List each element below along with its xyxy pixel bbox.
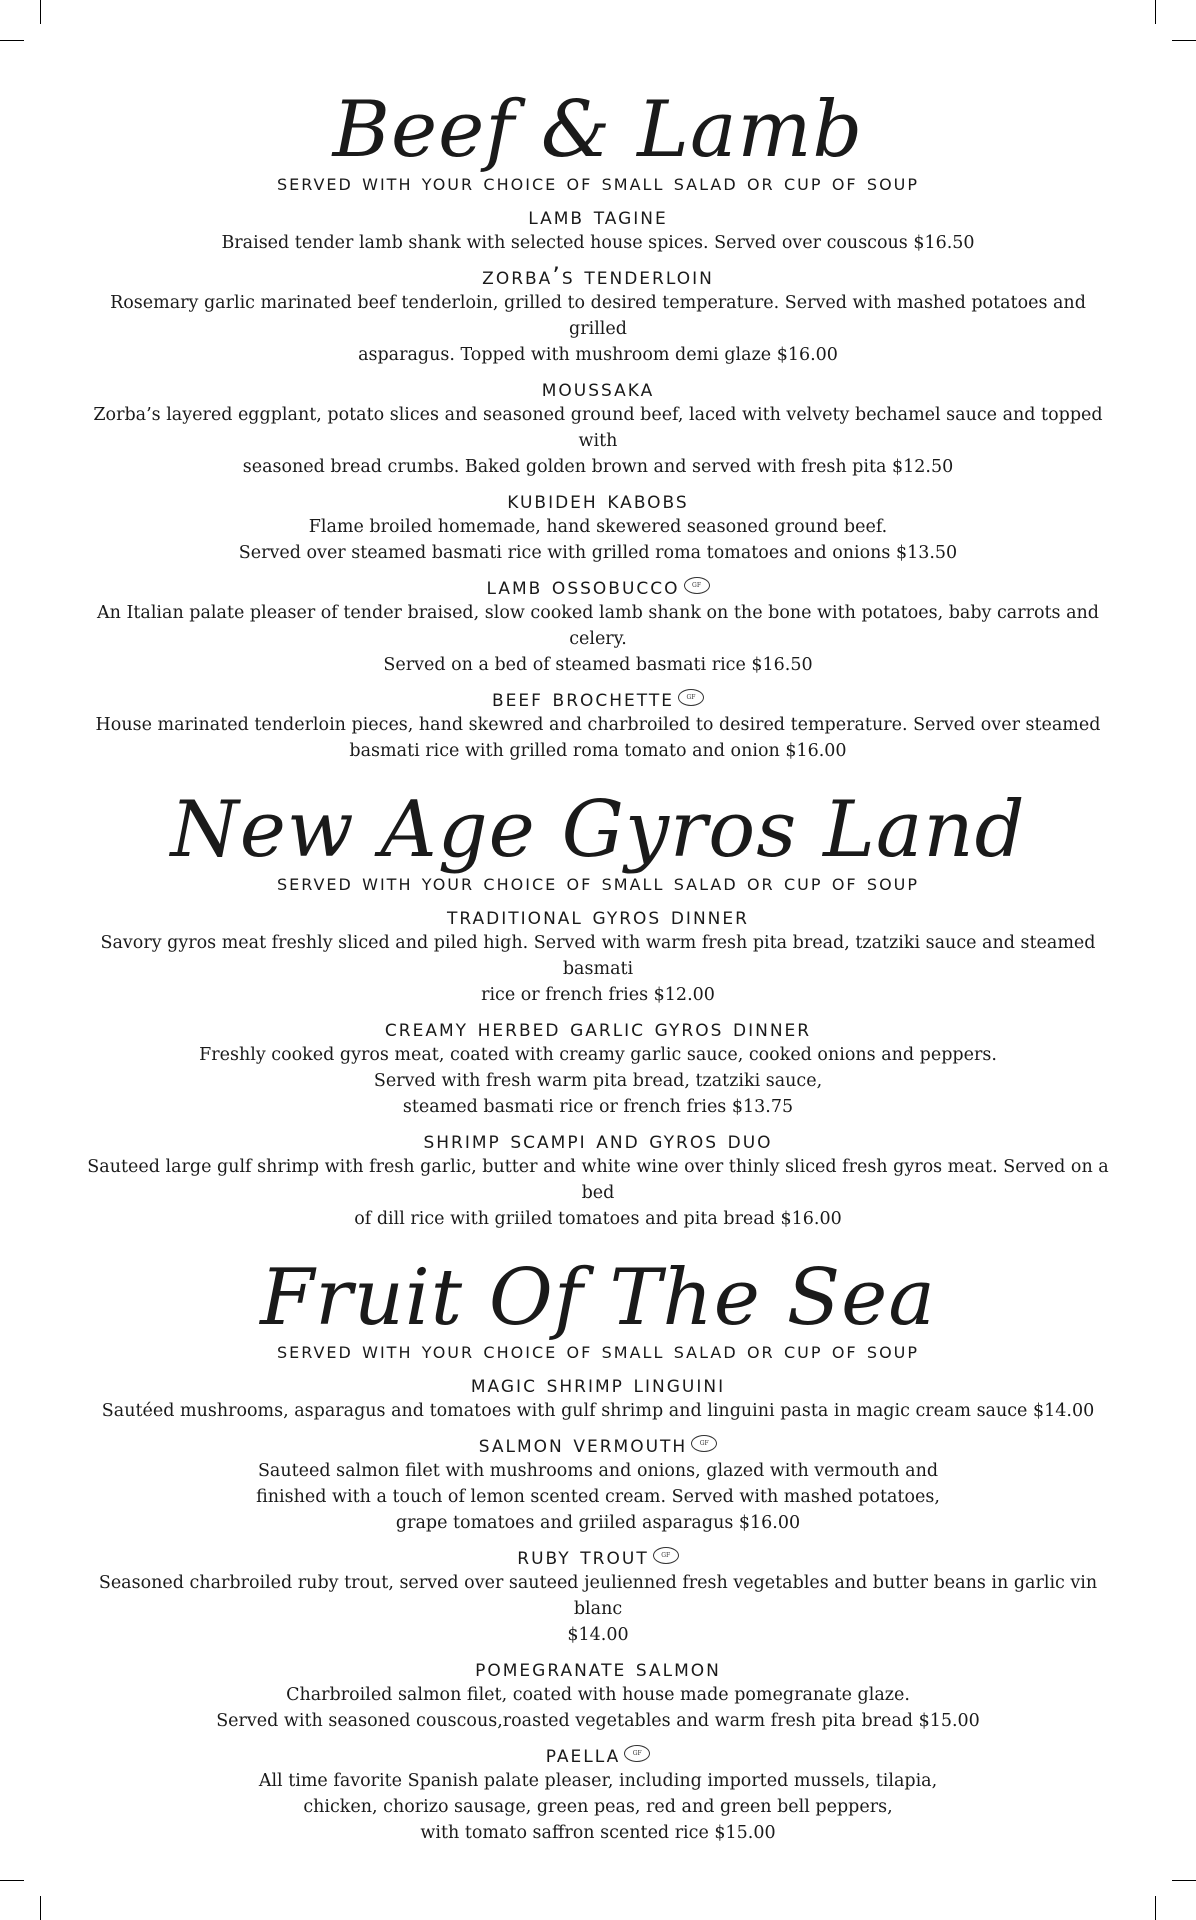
menu-item-description: Braised tender lamb shank with selected house spices. Served over couscous $16.50 [221,233,975,253]
menu-section [80,85,1116,764]
menu-item-description: steamed basmati rice or french fries $13.75 [402,1097,794,1117]
menu-item-description: Rosemary garlic marinated beef tenderloin, grilled to desired temperature. Served with mashed potatoes and grilled [110,293,1086,339]
section-subtitle: served with your choice of small salad or cup of soup [276,870,920,896]
menu-item-description: All time favorite Spanish palate pleaser, including imported mussels, tilapia, [258,1771,938,1791]
menu-item-description: Zorba’s layered eggplant, potato slices and seasoned ground beef, laced with velvety bechamel sauce and topped with [93,405,1103,451]
menu-item-description: Served with seasoned couscous,roasted vegetables and warm fresh pita bread $15.00 [216,1711,980,1731]
menu-item-description: Savory gyros meat freshly sliced and piled high. Served with warm fresh pita bread, tzatziki sauce and steamed basmati [100,933,1096,979]
menu-item-description: Sautéed mushrooms, asparagus and tomatoes with gulf shrimp and linguini pasta in magic cream sauce $14.00 [101,1401,1095,1421]
menu-item-description: asparagus. Topped with mushroom demi glaze $16.00 [358,345,838,365]
menu-item [80,374,1116,480]
menu-item-description: Served over steamed basmati rice with grilled roma tomatoes and onions $13.50 [238,543,958,563]
menu-item-header [80,1740,1116,1768]
section-subtitle: served with your choice of small salad or cup of soup [276,1338,920,1364]
menu-item-header [80,1370,1116,1398]
menu-item-header [80,902,1116,930]
menu-item-description: Freshly cooked gyros meat, coated with creamy garlic sauce, cooked onions and peppers. [199,1045,997,1065]
menu-item-name: paella [545,1740,621,1768]
menu-item [80,1370,1116,1424]
crop-mark [1155,1896,1156,1920]
menu-item-description: basmati rice with grilled roma tomato and onion $16.00 [349,741,847,761]
menu-item-description: of dill rice with griiled tomatoes and pita bread $16.00 [354,1209,842,1229]
menu-item-header [80,572,1116,600]
crop-mark [1172,40,1196,41]
menu-item-name: salmon vermouth [478,1430,688,1458]
menu-item-header [80,1654,1116,1682]
menu-item [80,902,1116,1008]
menu-item [80,1014,1116,1120]
menu-item-description: $14.00 [567,1625,629,1645]
menu-item-name: moussaka [541,374,655,402]
crop-mark [40,1896,41,1920]
crop-mark [1172,1880,1196,1881]
menu-item [80,1654,1116,1734]
menu-item-name: shrimp scampi and gyros duo [423,1126,773,1154]
menu-item-description: grape tomatoes and griiled asparagus $16.00 [395,1513,801,1533]
menu-item-header [80,684,1116,712]
menu-item-header [80,486,1116,514]
menu-item-header [80,1542,1116,1570]
menu-item-name: kubideh kabobs [507,486,689,514]
menu-item-description: with tomato saffron scented rice $15.00 [420,1823,776,1843]
menu-item [80,572,1116,678]
menu-item [80,202,1116,256]
crop-mark [40,0,41,24]
menu-item-description: Served with fresh warm pita bread, tzatziki sauce, [373,1071,823,1091]
menu-content [80,85,1116,1852]
menu-item-description: Sauteed salmon filet with mushrooms and onions, glazed with vermouth and [257,1461,939,1481]
menu-section [80,1253,1116,1846]
menu-item-name: beef brochette [491,684,674,712]
menu-section [80,785,1116,1232]
menu-item-name: traditional gyros dinner [447,902,749,930]
menu-item [80,1542,1116,1648]
gluten-free-icon: gf [684,577,710,594]
menu-item [80,262,1116,368]
section-title: Fruit Of The Sea [260,1253,936,1343]
menu-item-description: House marinated tenderloin pieces, hand skewred and charbroiled to desired temperature. Served over steamed [95,715,1101,735]
menu-item-description: Flame broiled homemade, hand skewered seasoned ground beef. [308,517,888,537]
menu-item-header [80,202,1116,230]
section-subtitle: served with your choice of small salad or cup of soup [276,170,920,196]
menu-item-name: creamy herbed garlic gyros dinner [384,1014,812,1042]
menu-item-name: pomegranate salmon [475,1654,721,1682]
menu-item-header [80,1126,1116,1154]
menu-item-name: zorba’s tenderloin [482,262,714,290]
menu-item-name: lamb tagine [528,202,668,230]
menu-item-description: An Italian palate pleaser of tender braised, slow cooked lamb shank on the bone with potatoes, baby carrots and celery. [96,603,1099,649]
menu-item-description: Sauteed large gulf shrimp with fresh garlic, butter and white wine over thinly sliced fresh gyros meat. Served on a bed [87,1157,1109,1203]
menu-item-description: chicken, chorizo sausage, green peas, red and green bell peppers, [303,1797,893,1817]
gluten-free-icon: gf [678,689,704,706]
gluten-free-icon: gf [653,1547,679,1564]
crop-mark [1155,0,1156,24]
crop-mark [0,40,24,41]
menu-item-name: lamb ossobucco [486,572,680,600]
menu-item-description: seasoned bread crumbs. Baked golden brown and served with fresh pita $12.50 [242,457,954,477]
menu-item-header [80,262,1116,290]
menu-item-header [80,374,1116,402]
section-title: New Age Gyros Land [170,785,1026,875]
menu-item [80,684,1116,764]
menu-item-header [80,1014,1116,1042]
menu-item [80,1430,1116,1536]
menu-item [80,486,1116,566]
menu-item [80,1126,1116,1232]
gluten-free-icon: gf [624,1745,650,1762]
menu-item-description: rice or french fries $12.00 [481,985,715,1005]
menu-item-name: magic shrimp linguini [470,1370,726,1398]
gluten-free-icon: gf [691,1435,717,1452]
menu-item [80,1740,1116,1846]
crop-mark [0,1880,24,1881]
menu-item-description: Charbroiled salmon filet, coated with house made pomegranate glaze. [286,1685,910,1705]
menu-item-header [80,1430,1116,1458]
menu-item-description: Served on a bed of steamed basmati rice $16.50 [383,655,813,675]
section-title: Beef & Lamb [332,85,864,175]
menu-item-description: finished with a touch of lemon scented cream. Served with mashed potatoes, [256,1487,940,1507]
menu-item-name: ruby trout [517,1542,649,1570]
menu-item-description: Seasoned charbroiled ruby trout, served over sauteed jeulienned fresh vegetables and butter beans in garlic vin blanc [98,1573,1098,1619]
